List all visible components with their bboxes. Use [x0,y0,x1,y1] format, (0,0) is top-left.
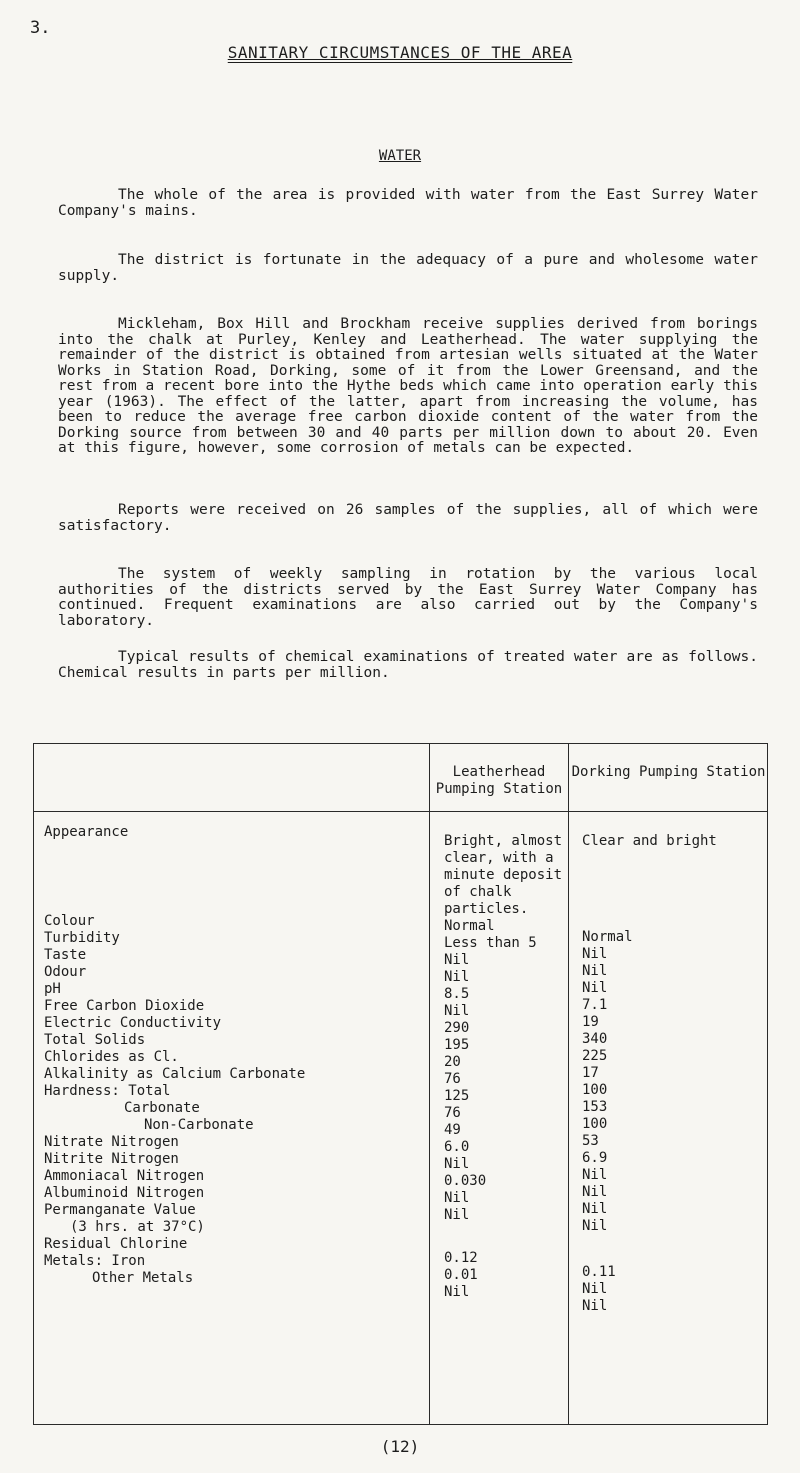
row-label-electric-conductivity: Electric Conductivity [44,1015,222,1031]
row-label-odour: Odour [44,964,87,980]
row-label-appearance: Appearance [44,824,129,840]
value-leatherhead-odour: Nil [444,969,470,985]
page-header [0,43,800,62]
value-leatherhead-non-carbonate: 49 [444,1122,461,1138]
value-leatherhead-appearance: Bright, almost clear, with a minute deposit of chalk particles. [444,833,563,917]
row-label-residual-chlorine: Residual Chlorine [44,1236,188,1252]
paragraph-sources: Mickleham, Box Hill and Brockham receive supplies derived from borings into the chalk at Purley, Kenley and Leatherhead. The water supplying the remainder of the district is obtained from artesian wells situated at the Water Works in Station Road, Dorking, some of it from the Lower Greensand, and the rest from a recent bore into the Hythe beds which came into operation early this year (1963). The effect of the latter, apart from increasing the volume, has been to reduce the average free carbon dioxide content of the water from the Dorking source from between 30 and 40 parts per million down to about 20. Even at this figure, however, some corrosion of metals can be expected. [58,316,758,456]
value-dorking-non-carbonate: 53 [582,1133,599,1149]
value-dorking-electric-conductivity: 340 [582,1031,608,1047]
value-leatherhead-other-metals: Nil [444,1284,470,1300]
row-label-colour: Colour [44,913,95,929]
value-dorking-albuminoid-nitrogen: Nil [582,1201,608,1217]
paragraph-water-supply: The whole of the area is provided with water from the East Surrey Water Company's mains. [58,187,758,219]
value-dorking-odour: Nil [582,980,608,996]
value-dorking-chlorides: 17 [582,1065,599,1081]
value-dorking-other-metals: Nil [582,1298,608,1314]
value-leatherhead-chlorides: 20 [444,1054,461,1070]
row-label-alkalinity: Alkalinity as Calcium Carbonate [44,1066,306,1082]
row-label-other-metals: Other Metals [92,1270,194,1286]
row-label-ammoniacal-nitrogen: Ammoniacal Nitrogen [44,1168,205,1184]
chemical-results-table [33,743,768,1425]
value-dorking-appearance: Clear and bright [582,833,717,849]
value-dorking-carbonate: 100 [582,1116,608,1132]
value-dorking-colour: Normal [582,929,633,945]
value-leatherhead-ammoniacal-nitrogen: 0.030 [444,1173,487,1189]
row-label-nitrite-nitrogen: Nitrite Nitrogen [44,1151,179,1167]
value-leatherhead-colour: Normal [444,918,495,934]
header-text: SANITARY CIRCUMSTANCES OF THE AREA [227,43,573,62]
value-leatherhead-total-solids: 195 [444,1037,470,1053]
value-leatherhead-hardness-total: 125 [444,1088,470,1104]
paragraph-reports: Reports were received on 26 samples of the supplies, all of which were satisfactory. [58,502,758,534]
value-leatherhead-electric-conductivity: 290 [444,1020,470,1036]
row-label-carbonate: Carbonate [124,1100,200,1116]
value-leatherhead-permanganate-value: Nil [444,1207,470,1223]
value-dorking-ph: 7.1 [582,997,608,1013]
value-dorking-residual-chlorine: 0.11 [582,1264,616,1280]
value-dorking-nitrate-nitrogen: 6.9 [582,1150,608,1166]
column-header-leatherhead: Leatherhead Pumping Station [435,764,563,797]
value-dorking-free-carbon-dioxide: 19 [582,1014,599,1030]
value-dorking-hardness-total: 153 [582,1099,608,1115]
value-leatherhead-alkalinity: 76 [444,1071,461,1087]
row-label-non-carbonate: Non-Carbonate [144,1117,254,1133]
column-header-dorking: Dorking Pumping Station [571,764,766,780]
value-dorking-ammoniacal-nitrogen: Nil [582,1184,608,1200]
value-leatherhead-residual-chlorine: 0.12 [444,1250,478,1266]
row-label-total-solids: Total Solids [44,1032,146,1048]
paragraph-sampling: The system of weekly sampling in rotation by the various local authorities of the districts served by the East Surrey Water Company has continued. Frequent examinations are also carried out by the Company's laboratory. [58,566,758,629]
paragraph-results-intro: Typical results of chemical examinations of treated water are as follows. Chemical results in parts per million. [58,649,758,681]
row-label-permanganate-conditions: (3 hrs. at 37°C) [70,1219,205,1235]
row-label-nitrate-nitrogen: Nitrate Nitrogen [44,1134,179,1150]
row-label-turbidity: Turbidity [44,930,120,946]
value-dorking-taste: Nil [582,963,608,979]
page-number: 3. [30,18,51,38]
value-dorking-metals-iron: Nil [582,1281,608,1297]
value-dorking-alkalinity: 100 [582,1082,608,1098]
value-leatherhead-nitrate-nitrogen: 6.0 [444,1139,470,1155]
row-label-free-carbon-dioxide: Free Carbon Dioxide [44,998,205,1014]
table-divider [429,744,430,1424]
row-label-taste: Taste [44,947,87,963]
value-leatherhead-free-carbon-dioxide: Nil [444,1003,470,1019]
section-title: WATER [378,148,422,164]
value-leatherhead-albuminoid-nitrogen: Nil [444,1190,470,1206]
row-label-chlorides: Chlorides as Cl. [44,1049,179,1065]
value-leatherhead-taste: Nil [444,952,470,968]
value-dorking-nitrite-nitrogen: Nil [582,1167,608,1183]
value-leatherhead-metals-iron: 0.01 [444,1267,478,1283]
row-label-permanganate-value: Permanganate Value [44,1202,196,1218]
row-label-ph: pH [44,981,61,997]
value-dorking-permanganate-value: Nil [582,1218,608,1234]
value-dorking-turbidity: Nil [582,946,608,962]
value-leatherhead-turbidity: Less than 5 [444,935,537,951]
value-leatherhead-ph: 8.5 [444,986,470,1002]
table-header-rule [34,811,767,812]
value-leatherhead-carbonate: 76 [444,1105,461,1121]
value-dorking-total-solids: 225 [582,1048,608,1064]
page-footer-number: (12) [380,1437,420,1456]
paragraph-adequacy: The district is fortunate in the adequacy of a pure and wholesome water supply. [58,252,758,284]
value-leatherhead-nitrite-nitrogen: Nil [444,1156,470,1172]
row-label-albuminoid-nitrogen: Albuminoid Nitrogen [44,1185,205,1201]
row-label-hardness-total: Hardness: Total [44,1083,171,1099]
row-label-metals-iron: Metals: Iron [44,1253,146,1269]
